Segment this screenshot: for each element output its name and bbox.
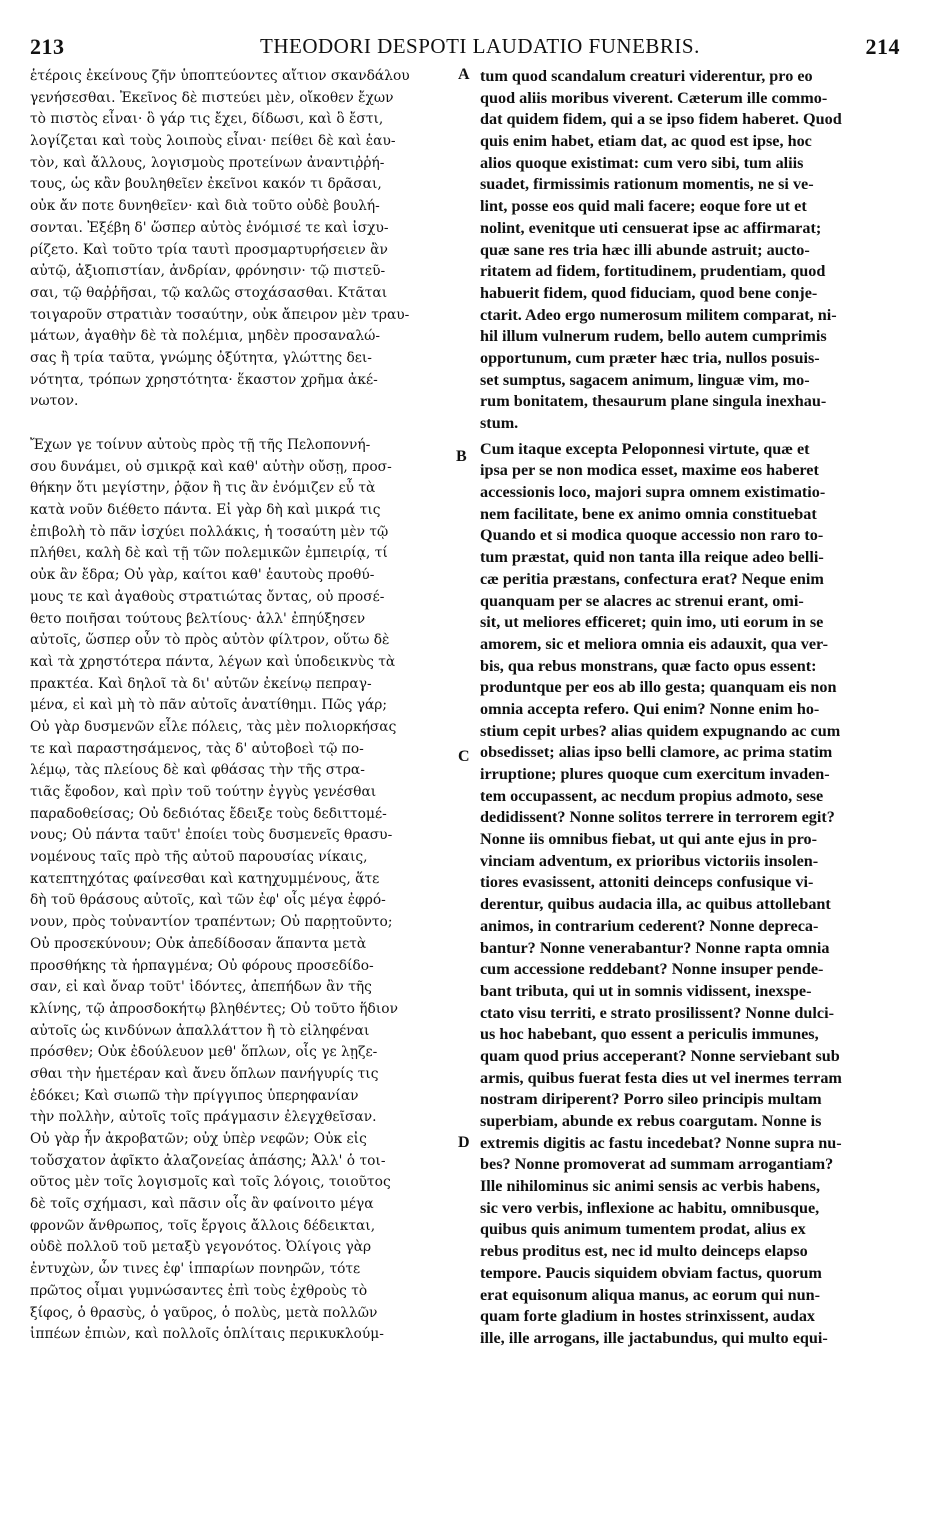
latin-text-line: habuerit fidem, quod fiduciam, quod bene conje- <box>480 283 818 302</box>
latin-text-line: dat quidem fidem, qui a se ipso fidem haberet. Quod <box>480 110 842 129</box>
latin-text-line: stium cepit urbes? alias quidem expugnando ac cum <box>480 721 841 740</box>
page-header <box>30 30 900 64</box>
latin-text-line: derentur, quibus audacia illa, ac quibus attollebant <box>480 895 831 914</box>
latin-text-line: ctato visu territi, e strato prosilissent? Nonne dulci- <box>480 1003 834 1022</box>
greek-text-line: παραδοθείσας; Οὐ δεδιότας ἔδειξε τοὺς δεδιττομέ- <box>30 805 387 822</box>
greek-text-line: ἐπιβολὴ τὸ πᾶν ἰσχύει πολλάκις, ἡ τοσαύτη μὲν τῷ <box>30 523 389 540</box>
latin-text-line: superbiam, abunde ex rebus coargutam. Nonne is <box>480 1112 822 1130</box>
latin-text-line: amorem, sic et meliora omnia eis adauxit, qua ver- <box>480 634 828 653</box>
greek-text-line: νους; Οὐ πάντα ταῦτ' ἐποίει τοὺς δυσμενεῖς θρασυ- <box>30 827 393 844</box>
greek-text-line: κατὰ νοῦν διέθετο πάντα. Εἰ γὰρ δὴ καὶ μικρά τις <box>30 502 381 519</box>
latin-text-line: bantur? Nonne venerabantur? Nonne rapta omnia <box>480 938 830 957</box>
latin-text-line: ctarit. Adeo ergo numerosum militem comparat, ni- <box>480 305 837 324</box>
greek-text-line: ἐντυχὼν, ὧν τινες ἐφ' ἱππαρίων πονηρῶν, τότε <box>30 1261 361 1278</box>
latin-text-line: tum quod scandalum creaturi viderentur, pro eo <box>480 67 813 85</box>
greek-text-line: σαν, εἰ καὶ ὄναρ τοῦτ' ἰδόντες, ἀπεπήδων ἂν τῆς <box>30 979 372 996</box>
greek-column <box>30 66 450 1346</box>
greek-text-line: σου δυνάμει, οὐ σμικρᾷ καὶ καθ' αὑτὴν οὔσῃ, προσ- <box>30 458 392 475</box>
greek-text-line: νουν, πρὸς τοὐναντίον τραπέντων; Οὐ παρῃτοῦντο; <box>30 914 393 931</box>
greek-text-line: νότητα, τρόπων χρηστότητα· ἕκαστον χρῆμα ἀκέ- <box>30 371 378 388</box>
latin-text-line: sit, ut meliores efficeret; quin imo, uti eorum in se <box>480 613 824 632</box>
greek-text-line: πλήθει, καλὴ δὲ καὶ τῇ τῶν πολεμικῶν ἐμπειρίᾳ, τί <box>30 545 388 562</box>
latin-text-line: nolint, evenitque uti censuerat ipse ac affirmarat; <box>480 218 822 237</box>
running-title: THEODORI DESPOTI LAUDATIO FUNEBRIS. <box>260 34 700 58</box>
greek-text-line: νομένους ταῖς πρὸ τῆς αὐτοῦ παρουσίας νίκαις, <box>30 849 368 866</box>
greek-text-line: σθαι τὴν ἡμετέραν καὶ ἄνευ ὅπλων πανήγυρίς τις <box>30 1065 379 1082</box>
greek-text-line: λέμῳ, τὰς πλείους δὲ καὶ φθάσας τὴν τῆς στρα- <box>30 762 365 779</box>
greek-text-line: ἐδόκει; Καὶ σιωπῶ τὴν πρίγγιπος ὑπερηφανίαν <box>30 1087 359 1104</box>
latin-text-line: quod aliis moribus viverent. Cæterum ille commo- <box>480 88 828 107</box>
greek-text-line: λογίζεται καὶ τοὺς λοιποὺς εἶναι· πείθει δὲ καὶ ἑαυ- <box>30 133 396 150</box>
greek-text-line: Οὐ γὰρ ἦν ἀκροβατῶν; οὐχ ὑπὲρ νεφῶν; Οὐκ εἰς <box>30 1131 367 1147</box>
greek-text-line: οὐδὲ πολλοῦ τοῦ μεταξὺ γεγονότος. Ὀλίγοις γὰρ <box>30 1239 372 1256</box>
greek-text-line: καὶ τὰ χρηστότερα πάντα, λέγων καὶ ὑποδεικνὺς τὰ <box>30 653 396 670</box>
latin-text-line: bant tributa, qui ut in somnis vidissent, inexspe- <box>480 981 812 1000</box>
latin-paragraph-2 <box>480 439 905 1350</box>
latin-text-line: Ille nihilominus sic animi sensis ac verbis habens, <box>480 1177 821 1196</box>
greek-text-line: Οὐ γὰρ δυσμενῶν εἷλε πόλεις, τὰς μὲν πολιορκήσας <box>30 718 397 735</box>
latin-text-line: Quando et si modica quoque accessio non raro to- <box>480 526 824 545</box>
latin-text-line: omnia accepta refero. Qui enim? Nonne enim ho- <box>480 699 820 718</box>
greek-text-line: πρῶτος οἶμαι γυμνώσαντες ἐπὶ τοὺς ἐχθροὺς τὸ <box>30 1282 368 1299</box>
greek-text-line: φρονῶν ἄνθρωπος, τοῖς ἔργοις ἄλλοις δέδεικται, <box>30 1217 376 1234</box>
greek-text-line: τους, ὡς κἂν βουληθεῖεν ἐκεῖνοι κακόν τι δρᾶσαι, <box>30 176 382 193</box>
latin-text-line: ille, ille arrogans, ille jactabundus, qui multo equi- <box>480 1328 828 1347</box>
greek-text-line: ἱππέων ἐπιὼν, καὶ πολλοῖς ὁπλίταις περικυκλούμ- <box>30 1326 384 1343</box>
greek-text-line: τὸ πιστὸς εἶναι· ὃ γάρ τις ἔχει, δίδωσι, καὶ ὃ ἔστι, <box>30 111 384 128</box>
latin-text-line: us hoc habebant, quo essent a periculis immunes, <box>480 1025 819 1044</box>
greek-text-line: σαι, τῷ θαῤῥῆσαι, τῷ καλῶς στοχάσασθαι. Κτᾶται <box>30 284 388 301</box>
latin-text-line: cum accessione reddebant? Nonne insuper pende- <box>480 960 824 979</box>
greek-text-line: θήκην ὅτι μεγίστην, ῥᾷον ἢ τις ἂν ἐνόμιζεν εὖ τὰ <box>30 480 376 497</box>
greek-text-line: Οὐ προσεκύνουν; Οὐκ ἀπεδίδοσαν ἅπαντα μετὰ <box>30 935 367 952</box>
latin-text-line: quibus quis animum tumentem prodat, alius ex <box>480 1220 806 1239</box>
greek-text-line: πρακτέα. Καὶ δηλοῖ τὰ δι' αὐτῶν ἐκείνῳ πεπραγ- <box>30 675 372 692</box>
greek-paragraph-2 <box>30 435 450 1346</box>
latin-text-line: quanquam per se alacres ac strenui erant, omi- <box>480 591 804 610</box>
greek-text-line: ἑτέροις ἐκείνους ζῆν ὑποπτεύοντες αἴτιον σκανδάλου <box>30 68 410 84</box>
greek-text-line: μένα, εἰ καὶ μὴ τὸ πᾶν αὐτοῖς ἀνατίθημι. Πῶς γάρ; <box>30 697 388 714</box>
latin-text-line: bes? Nonne promoverat ad summam arrogantiam? <box>480 1155 834 1174</box>
latin-text-line: quam quod prius acceperant? Nonne serviebant sub <box>480 1046 840 1065</box>
greek-text-line: γενήσεσθαι. Ἐκεῖνος δὲ πιστεύει μὲν, οἴκοθεν ἔχων <box>30 89 394 106</box>
latin-text-line: ipsa per se non modica esset, maxime eos haberet <box>480 461 819 480</box>
greek-text-line: τὸν, καὶ ἄλλους, λογισμοὺς προτείνων ἀναντιῤῥή- <box>30 154 385 171</box>
greek-text-line: κλίνης, τῷ ἀπροσδοκήτῳ βληθέντες; Οὐ τοῦτο ἥδιον <box>30 1000 398 1017</box>
latin-text-line: bis, qua rebus monstrans, quæ facto opus essent: <box>480 656 817 675</box>
latin-text-line: animos, in contrarium cederent? Nonne depreca- <box>480 916 819 935</box>
greek-paragraph-1 <box>30 66 450 413</box>
greek-text-line: αὐτοῖς, ὥσπερ οὖν τὸ πρὸς αὐτὸν φίλτρον, οὕτω δὲ <box>30 632 390 649</box>
greek-text-line: πρόσθεν; Οὐκ ἐδούλευον μεθ' ὅπλων, οἷς γε λῃζε- <box>30 1044 378 1061</box>
greek-text-line: τιᾶς ἔφοδον, καὶ πρὶν τοῦ τούτην ἐγγὺς γενέσθαι <box>30 784 377 800</box>
greek-text-line: δὲ τοῖς σχήμασι, καὶ πᾶσιν οἷς ἂν φαίνοιτο μέγα <box>30 1196 374 1213</box>
section-marker-d: D <box>458 1134 470 1151</box>
latin-text-line: quis enim habet, etiam dat, ac quod est ipse, hoc <box>480 132 812 151</box>
section-marker-c: C <box>458 748 470 765</box>
latin-text-line: set sumptus, sagacem animum, linguæ vim, mo- <box>480 370 810 389</box>
latin-text-line: accessionis loco, majori supra omnem existimatio- <box>480 483 826 502</box>
greek-text-line: τε καὶ παραστησάμενος, τὰς δ' αὐτοβοεὶ τῷ πο- <box>30 740 364 757</box>
greek-text-line: τὴν πολλὴν, αὐτοῖς τοῖς πράγμασιν ἐλεγχθεῖσαν. <box>30 1109 377 1126</box>
latin-text-line: vinciam adventum, ex prioribus victoriis insolen- <box>480 851 819 870</box>
greek-text-line: κατεπτηχότας φαίνεσθαι καὶ κατηχυμμένους, ἅτε <box>30 870 380 887</box>
latin-text-line: irruptione; plures quoque cum exercitum invaden- <box>480 765 830 783</box>
latin-text-line: cæ peritia præstans, confectura erat? Neque enim <box>480 569 824 588</box>
latin-text-line: hil illum vulnerum rudem, bello autem cumprimis <box>480 327 827 346</box>
latin-text-line: Cum itaque excepta Peloponnesi virtute, quæ et <box>480 439 810 458</box>
greek-text-line: τοὔσχατον ἀφῖκτο ἀλαζονείας ἁπάσης; Ἀλλ' ὁ τοι- <box>30 1152 386 1169</box>
latin-text-line: nostram diriperent? Porro sileo principis multam <box>480 1090 822 1109</box>
greek-text-line: τοιγαροῦν στρατιὰν τοσαύτην, οὐκ ἄπειρον μὲν τραυ- <box>30 306 410 323</box>
latin-text-line: tum præstat, quid non tanta illa reique adeo belli- <box>480 548 824 567</box>
latin-paragraph-1 <box>480 66 905 435</box>
greek-text-line: ξίφος, ὁ θρασὺς, ὁ γαῦρος, ὁ πολὺς, μετὰ πολλῶν <box>30 1304 378 1321</box>
greek-text-line: προσθήκης τὰ ἡρπαγμένα; Οὐ φόρους προσεδίδο- <box>30 957 374 974</box>
greek-text-line: οῦτος μὲν τοῖς λογισμοῖς καὶ τοῖς λόγοις, τοιοῦτος <box>30 1174 391 1191</box>
latin-text-line: lint, posse eos quid mali facere; eoque fore ut et <box>480 197 807 216</box>
latin-text-line: ritatem ad fidem, fortitudinem, prudentiam, quod <box>480 262 826 281</box>
greek-text-line: θετο ποιῆσαι τούτους βελτίους· ἀλλ' ἐπηύξησεν <box>30 610 366 627</box>
greek-text-line: αὐτῷ, ἀξιοπιστίαν, ἀνδρίαν, φρόνησιν· τῷ πιστεῦ- <box>30 263 386 280</box>
latin-column <box>480 66 905 1350</box>
page-number-left: 213 <box>30 34 65 59</box>
latin-text-line: armis, quibus fuerat festa dies ut vel inermes terram <box>480 1068 842 1087</box>
latin-text-line: stum. <box>480 414 519 432</box>
latin-text-line: erat equisonum aliqua manus, ac eorum qui nun- <box>480 1285 821 1304</box>
latin-text-line: obsedisset; alias ipso belli clamore, ac prima statim <box>480 743 833 762</box>
greek-text-line: μάτων, ἀγαθὴν δὲ τὰ πολέμια, μηδὲν προσαναλώ- <box>30 328 381 345</box>
greek-text-line: δὴ τοῦ θράσους αὐτοῖς, καὶ τῶν ἐφ' οἷς μέγα ἐφρό- <box>30 892 386 909</box>
section-marker-b: B <box>456 448 467 465</box>
latin-text-line: rebus proditus est, nec id multo deinceps elapso <box>480 1242 808 1261</box>
greek-text-line: οὐκ ἂν ἔδρα; Οὐ γὰρ, καίτοι καθ' ἑαυτοὺς προθύ- <box>30 567 375 584</box>
greek-text-line: σας ἢ τρία ταῦτα, γνώμης ὀξύτητα, γλώττης δει- <box>30 349 372 366</box>
latin-text-line: quam forte gladium in hostes strinxissent, audax <box>480 1307 816 1326</box>
greek-text-line: ρίζετο. Καὶ τοῦτο τρία ταυτὶ προσμαρτυρήσειεν ἂν <box>30 241 388 258</box>
greek-text-line: αὐτοῖς ὡς κινδύνων ἀπαλλάττον ἢ τὸ εἰληφέναι <box>30 1022 370 1039</box>
latin-text-line: rum bonitatem, thesaurum plane singula inexhau- <box>480 392 827 411</box>
latin-text-line: Nonne iis omnibus fiebat, ut qui ante ejus in pro- <box>480 830 818 849</box>
greek-text-line: σονται. Ἐξέβη δ' ὥσπερ αὐτὸς ἐνόμισέ τε καὶ ἰσχυ- <box>30 219 389 236</box>
page-number-right: 214 <box>865 34 900 59</box>
latin-text-line: dedidissent? Nonne solitos terrere in terrorem egit? <box>480 808 835 827</box>
latin-text-line: nem facilitate, bene ex animo omnia constituebat <box>480 504 817 523</box>
greek-text-line: νωτον. <box>30 393 79 410</box>
section-marker-a: A <box>458 66 470 83</box>
paragraph-gap <box>30 413 450 435</box>
greek-text-line: μους τε καὶ ἀγαθοὺς στρατιώτας ὄντας, οὐ προσέ- <box>30 588 385 605</box>
latin-text-line: suadet, firmissimis rationum momentis, ne si ve- <box>480 175 814 194</box>
greek-text-line: Ἔχων γε τοίνυν αὐτοὺς πρὸς τῇ τῆς Πελοποννή- <box>30 437 371 453</box>
latin-text-line: tiores evasissent, attoniti deinceps confusique vi- <box>480 873 814 892</box>
latin-text-line: opportunum, cum præter hæc tria, nullos posuis- <box>480 348 820 367</box>
latin-text-line: produntque per eos ab illo gesta; quanquam eis non <box>480 678 837 697</box>
latin-text-line: tempore. Paucis siquidem obviam factus, quorum <box>480 1263 822 1282</box>
latin-text-line: extremis digitis ac fastu incedebat? Nonne supra nu- <box>480 1133 842 1152</box>
latin-text-line: quæ sane res tria hæc illi abunde astruit; aucto- <box>480 240 810 259</box>
latin-text-line: alios quoque existimat: cum vero sibi, tum aliis <box>480 153 804 172</box>
latin-text-line: sic vero verbis, inflexione ac habitu, omnibusque, <box>480 1198 820 1217</box>
latin-text-line: tem occupassent, ac necdum propius admoto, sese <box>480 786 824 805</box>
greek-text-line: οὐκ ἄν ποτε δυνηθεῖεν· καὶ διὰ τοῦτο οὐδὲ βουλή- <box>30 198 380 215</box>
